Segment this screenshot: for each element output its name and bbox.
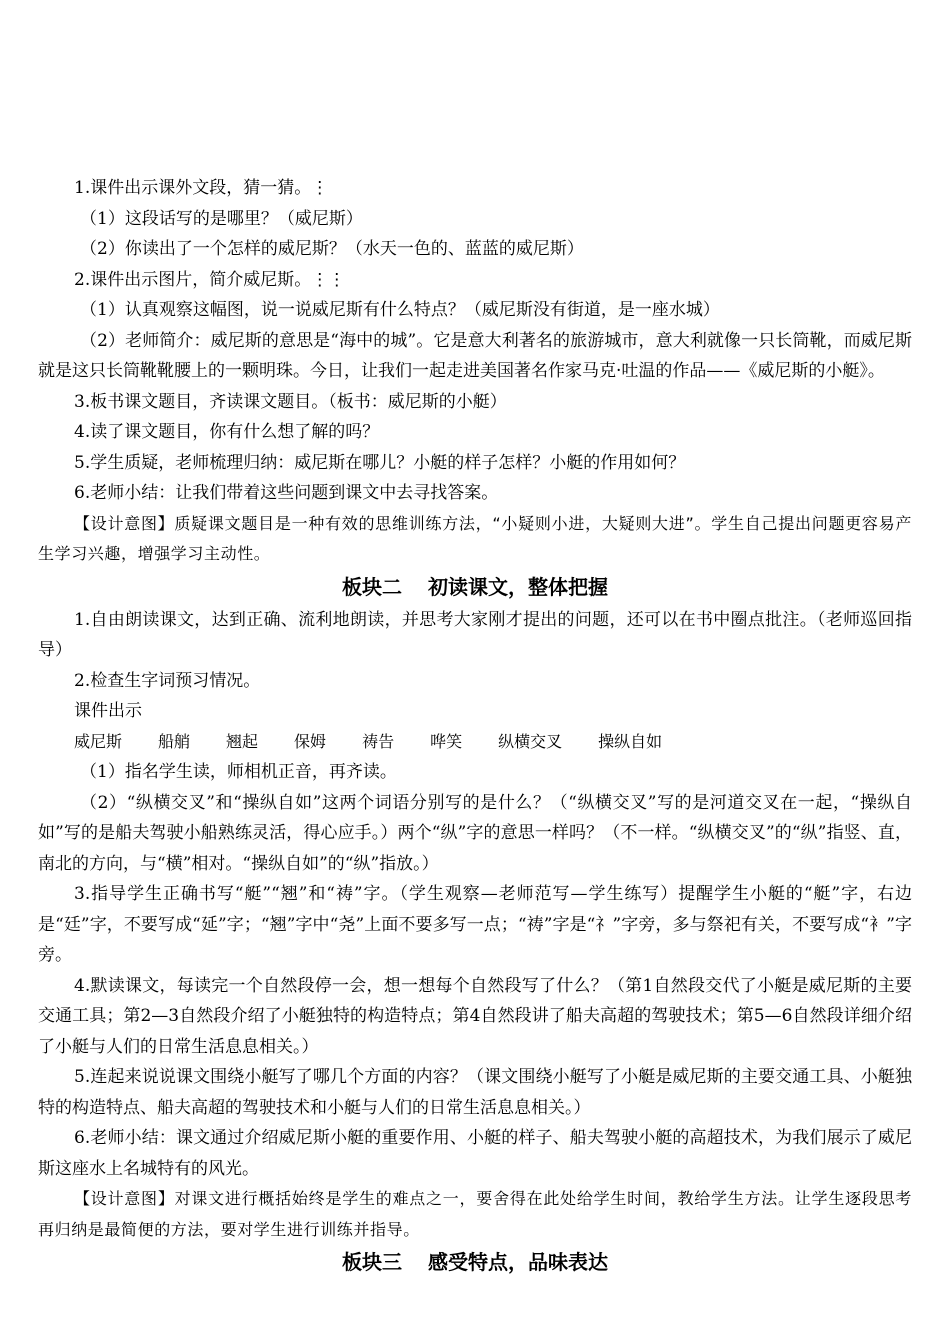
step-2-2: （2）老师简介：威尼斯的意思是“海中的城”。它是意大利著名的旅游城市，意大利就像一只长筒靴，而威尼斯就是这只长筒靴靴腰上的一颗明珠。今日，让我们一起走进美国著名作家马克·吐温的作品——《威尼斯的小艇》。 [38, 330, 912, 381]
courseware-label: 课件出示 [74, 701, 142, 721]
step-3: 3.板书课文题目，齐读课文题目。（板书：威尼斯的小艇） [74, 391, 507, 412]
document-body [38, 173, 912, 1280]
design-intent-2: 【设计意图】对课文进行概括始终是学生的难点之一，要舍得在此处给学生时间，教给学生方法。让学生逐段思考再归纳是最简便的方法，要对学生进行训练并指导。 [38, 1189, 912, 1239]
vocab-word: 保姆 [294, 731, 327, 751]
step-2-2-check: 2.检查生字词预习情况。 [74, 670, 261, 691]
section-3-title: 感受特点，品味表达 [428, 1250, 608, 1274]
step-2-1-read: 1.自由朗读课文，达到正确、流利地朗读，并思考大家刚才提出的问题，还可以在书中圈点批注。（老师巡回指导） [38, 609, 912, 660]
step-4: 4.读了课文题目，你有什么想了解的吗？ [74, 422, 380, 442]
vocab-word: 祷告 [362, 731, 395, 751]
design-intent-1: 【设计意图】质疑课文题目是一种有效的思维训练方法，“小疑则小进，大疑则大进”。学生自己提出问题更容易产生学习兴趣，增强学习主动性。 [38, 513, 912, 563]
step-1-1: （1）这段话写的是哪里？（威尼斯） [80, 208, 363, 229]
step-2: 2.课件出示图片，简介威尼斯。⋮⋮ [74, 269, 346, 290]
step-1-2: （2）你读出了一个怎样的威尼斯？（水天一色的、蓝蓝的威尼斯） [80, 239, 584, 259]
step-2-3-writing: 3.指导学生正确书写“艇”“翘”和“祷”字。（学生观察—老师范写—学生练写）提醒学生小艇的“艇”字，右边是“廷”字，不要写成“延”字；“翘”字中“尧”上面不要多写一点；“祷”字是“礻”字旁，多与祭祀有关，不要写成“衤”字旁。 [38, 884, 912, 965]
vocab-word: 纵横交叉 [498, 731, 563, 751]
section-2-heading [38, 570, 912, 605]
section-3-heading [38, 1245, 912, 1280]
vocab-word: 哗笑 [430, 731, 463, 751]
section-2-title: 初读课文，整体把握 [428, 574, 608, 599]
vocab-word: 操纵自如 [598, 731, 663, 751]
step-2-6-conclusion: 6.老师小结：课文通过介绍威尼斯小艇的重要作用、小艇的样子、船夫驾驶小艇的高超技术，为我们展示了威尼斯这座水上名城特有的风光。 [38, 1128, 912, 1179]
step-2-1: （1）认真观察这幅图，说一说威尼斯有什么特点？（威尼斯没有街道，是一座水城） [80, 300, 720, 320]
vocab-word: 威尼斯 [74, 731, 123, 751]
vocab-word: 翘起 [226, 731, 259, 751]
vocabulary-list [38, 727, 912, 758]
step-2-2-2: （2）“纵横交叉”和“操纵自如”这两个词语分别写的是什么？（“纵横交叉”写的是河道交叉在一起，“操纵自如”写的是船夫驾驶小船熟练灵活，得心应手。）两个“纵”字的意思一样吗？（不一样。“纵横交叉”的“纵”指竖、直，南北的方向，与“横”相对。“操纵自如”的“纵”指放。） [38, 792, 912, 874]
vocab-word: 船艄 [158, 731, 191, 751]
step-2-5-summary: 5.连起来说说课文围绕小艇写了哪几个方面的内容？（课文围绕小艇写了小艇是威尼斯的主要交通工具、小艇独特的构造特点、船夫高超的驾驶技术和小艇与人们的日常生活息息相关。） [38, 1067, 912, 1118]
step-1: 1.课件出示课外文段，猜一猜。⋮ [74, 178, 329, 198]
step-6: 6.老师小结：让我们带着这些问题到课文中去寻找答案。 [74, 483, 499, 503]
section-2-number: 板块二 [342, 574, 402, 599]
section-3-number: 板块三 [342, 1250, 402, 1274]
step-2-2-1: （1）指名学生读，师相机正音，再齐读。 [80, 762, 397, 782]
step-5: 5.学生质疑，老师梳理归纳：威尼斯在哪儿？小艇的样子怎样？小艇的作用如何？ [74, 452, 686, 473]
step-2-4-silent-read: 4.默读课文，每读完一个自然段停一会，想一想每个自然段写了什么？（第1自然段交代了小艇是威尼斯的主要交通工具；第2—3自然段介绍了小艇独特的构造特点；第4自然段讲了船夫高超的驾驶技术；第5—6自然段详细介绍了小艇与人们的日常生活息息相关。） [38, 975, 912, 1057]
